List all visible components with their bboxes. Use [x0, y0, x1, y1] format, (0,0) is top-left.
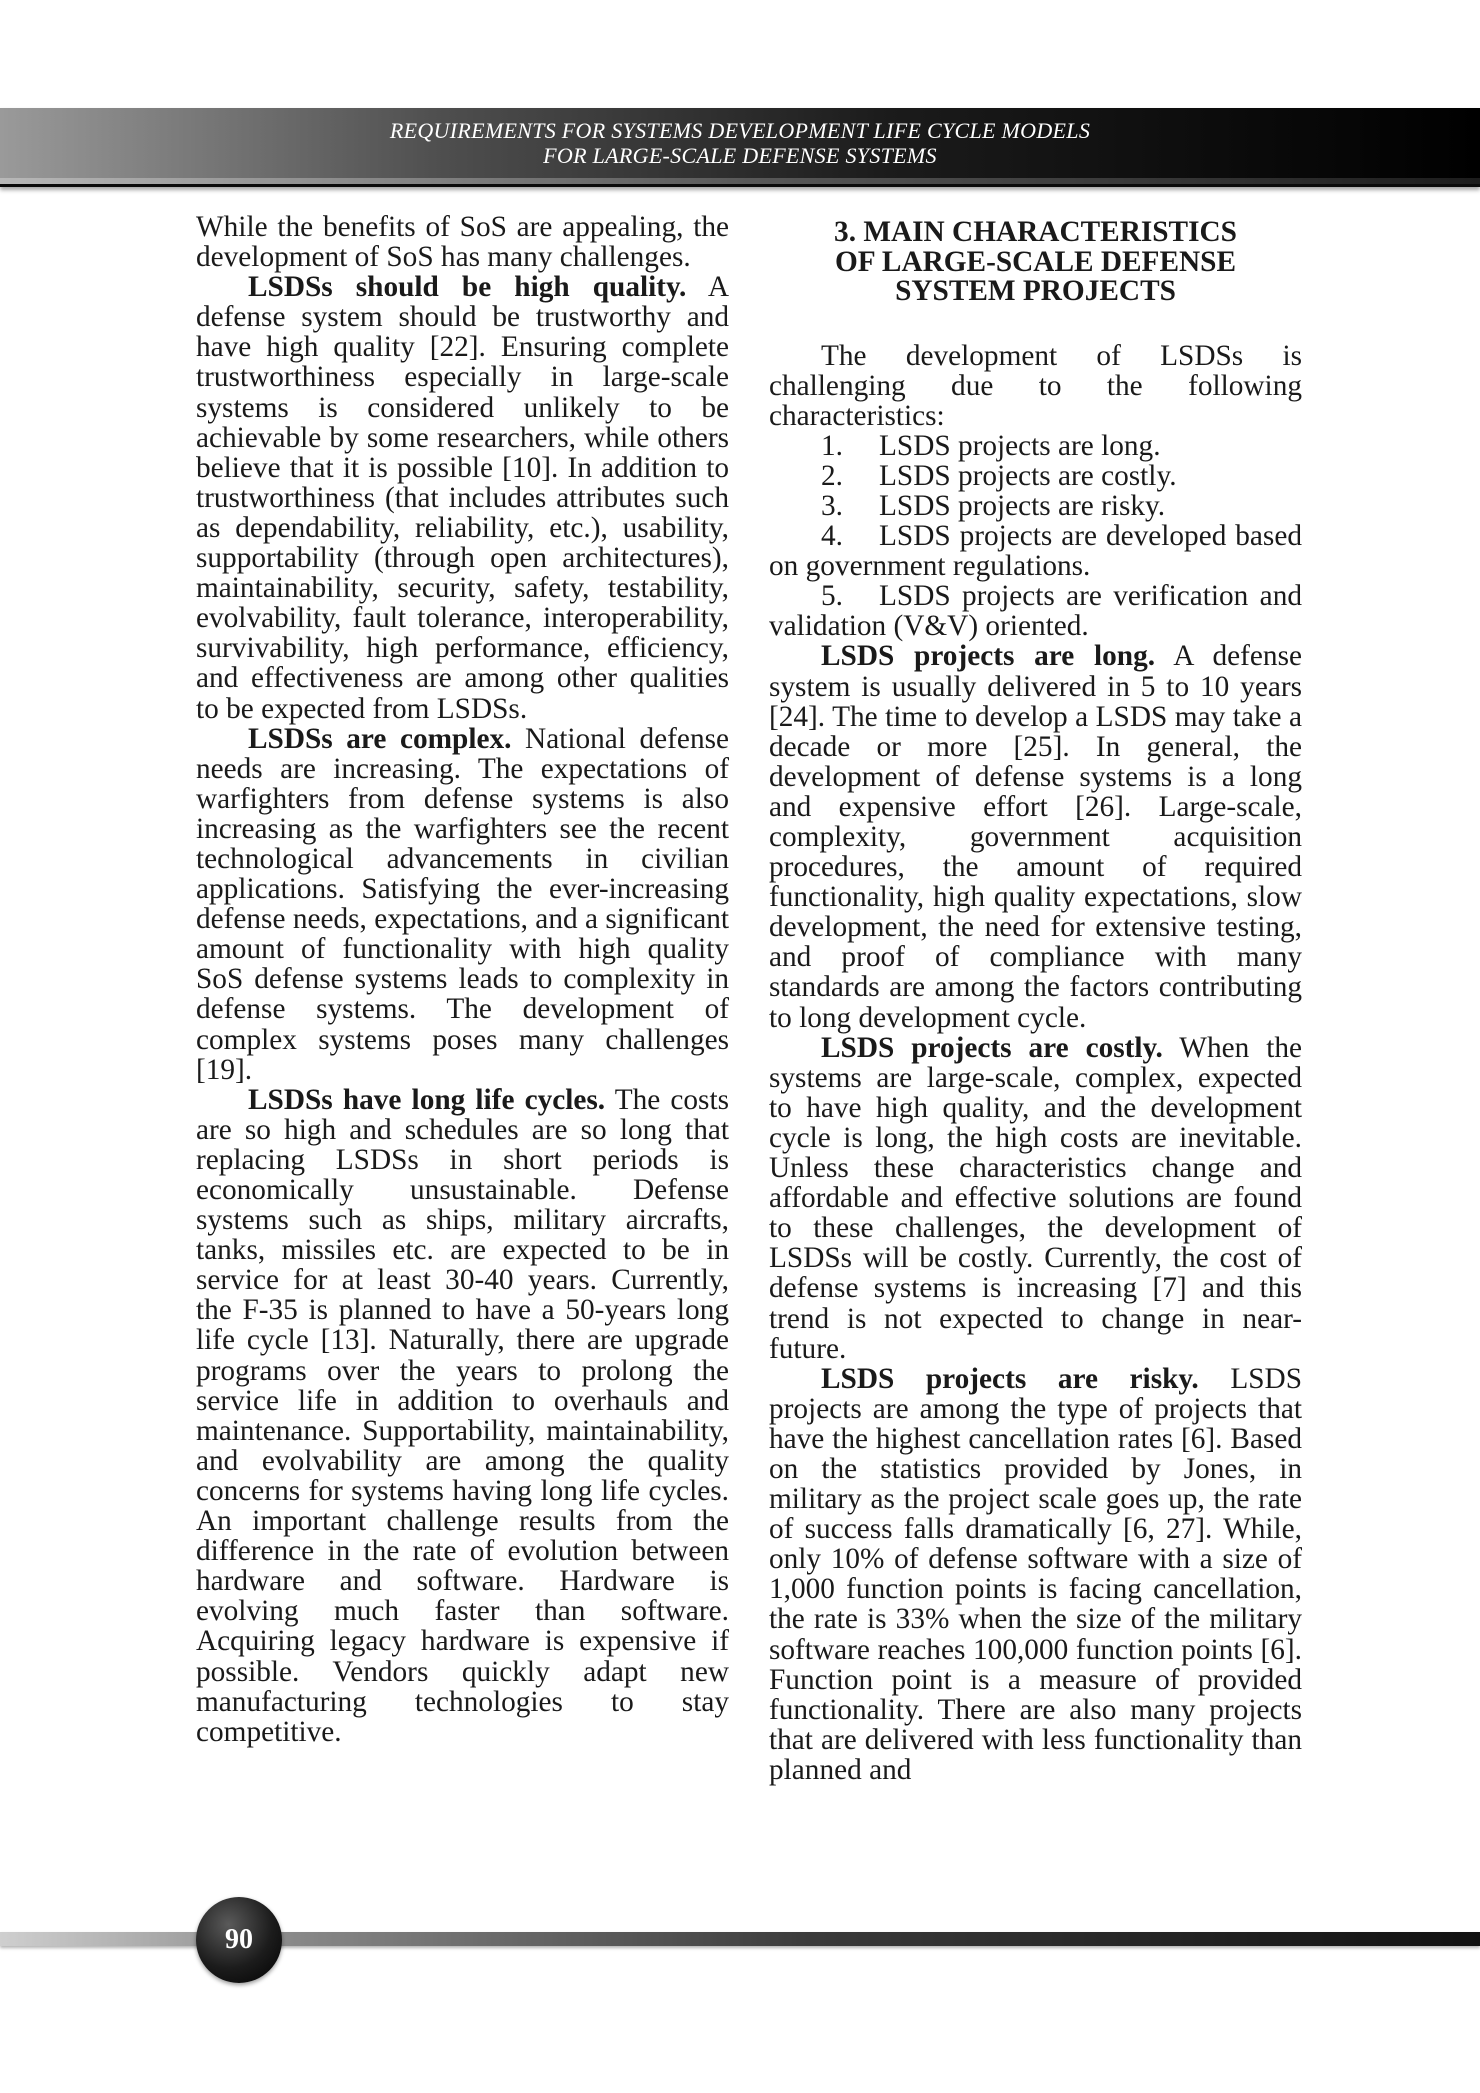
running-header-line-2: FOR LARGE-SCALE DEFENSE SYSTEMS	[543, 143, 937, 168]
paragraph-complex	[196, 724, 729, 1085]
section-heading-line-3: SYSTEM PROJECTS	[895, 275, 1176, 307]
list-text: LSDS projects are verification and validation (V&V) oriented.	[769, 580, 1302, 643]
list-number: 1.	[821, 429, 843, 462]
list-item	[769, 521, 1302, 581]
paragraph-body: The costs are so high and schedules are so long that replacing LSDSs in short periods is economically unsustainable. Defense systems such as ships, military aircrafts, tanks, missiles etc. are expected to be in service for at least 30-40 years. Currently, the F-35 is planned to have a 50-years long life cycle [13]. Naturally, there are upgrade programs over the years to prolong the service life in addition to overhauls and maintenance. Supportability, maintainability, and evolvability are among the quality concerns for systems having long life cycles. An important challenge results from the difference in the rate of evolution between hardware and software. Hardware is evolving much faster than software. Acquiring legacy hardware is expensive if possible. Vendors quickly adapt new manufacturing technologies to stay competitive.	[196, 1083, 729, 1748]
run-in-heading: LSDS projects are long.	[821, 640, 1156, 673]
run-in-heading: LSDS projects are risky.	[821, 1362, 1199, 1395]
paragraph-body: National defense needs are increasing. The expectations of warfighters from defense systems is also increasing as the warfighters see the recent technological advancements in civilian applications. Satisfying the ever-increasing defense needs, expectations, and a significant amount of functionality with high quality SoS defense systems leads to complexity in defense systems. The development of complex systems poses many challenges [19].	[196, 722, 729, 1086]
left-column	[196, 212, 729, 1747]
run-in-heading: LSDSs should be high quality.	[248, 271, 687, 304]
run-in-heading: LSDS projects are costly.	[821, 1031, 1163, 1064]
list-text: LSDS projects are risky.	[879, 489, 1166, 522]
paragraph-body: A defense system is usually delivered in 5 to 10 years [24]. The time to develop a LSDS may take a decade or more [25]. In general, the development of defense systems is a long and expensive effort [26]. Large-scale, complexity, government acquisition procedures, the amount of required functionality, high quality expectations, slow development, the need for extensive testing, and proof of compliance with many standards are among the factors contributing to long development cycle.	[769, 640, 1302, 1034]
paragraph-projects-long	[769, 641, 1302, 1032]
paragraph-body: When the systems are large-scale, complex, expected to have high quality, and the development cycle is long, the high costs are inevitable. Unless these characteristics change and affordable and effective solutions are found to these challenges, the development of LSDSs will be costly. Currently, the cost of defense systems is increasing [7] and this trend is not expected to change in near-future.	[769, 1031, 1302, 1365]
list-text: LSDS projects are long.	[879, 429, 1161, 462]
paragraph-sos-challenges: While the benefits of SoS are appealing, the development of SoS has many challenges.	[196, 211, 729, 274]
paragraph-projects-costly	[769, 1033, 1302, 1364]
list-item	[769, 491, 1302, 521]
paragraph-body: A defense system should be trustworthy and have high quality [22]. Ensuring complete trustworthiness especially in large-scale systems is considered unlikely to be achievable by some researchers, while others believe that it is possible [10]. In addition to trustworthiness (that includes attributes such as dependability, reliability, etc.), usability, supportability (through open architectures), maintainability, security, safety, testability, evolvability, fault tolerance, interoperability, survivability, high performance, efficiency, and effectiveness are among other qualities to be expected from LSDSs.	[196, 271, 729, 725]
list-number: 4.	[821, 520, 843, 553]
list-item	[769, 581, 1302, 641]
paragraph-body: LSDS projects are among the type of projects that have the highest cancellation rates [6]. Based on the statistics provided by Jones, in military as the project scale goes up, the rate of success falls dramatically [6, 27]. While, only 10% of defense software with a size of 1,000 function points is facing cancellation, the rate is 33% when the size of the military software reaches 100,000 function points [6]. Function point is a measure of provided functionality. There are also many projects that are delivered with less functionality than planned and	[769, 1362, 1302, 1786]
paragraph-high-quality	[196, 272, 729, 723]
paragraph-intro: The development of LSDSs is challenging due to the following characteristics:	[769, 339, 1302, 432]
section-heading-line-2: OF LARGE-SCALE DEFENSE	[834, 245, 1236, 278]
paragraph-long-life-cycles	[196, 1085, 729, 1747]
running-header	[0, 118, 1480, 168]
list-item	[769, 461, 1302, 491]
list-number: 3.	[821, 489, 843, 522]
list-number: 2.	[821, 459, 843, 492]
list-item	[769, 431, 1302, 461]
list-text: LSDS projects are costly.	[879, 459, 1177, 492]
running-header-bar	[0, 108, 1480, 187]
running-header-line-1: REQUIREMENTS FOR SYSTEMS DEVELOPMENT LIFE CYCLE MODELS	[389, 118, 1091, 143]
section-heading	[769, 218, 1302, 307]
list-number: 5.	[821, 580, 843, 613]
run-in-heading: LSDSs are complex.	[248, 722, 512, 755]
run-in-heading: LSDSs have long life cycles.	[248, 1083, 606, 1116]
right-column	[769, 212, 1302, 1785]
section-heading-line-1: 3. MAIN CHARACTERISTICS	[834, 216, 1237, 248]
paragraph-projects-risky	[769, 1364, 1302, 1785]
page-number-badge	[196, 1897, 282, 1983]
list-text: LSDS projects are developed based on government regulations.	[769, 520, 1302, 583]
page-number: 90	[225, 1924, 253, 1955]
